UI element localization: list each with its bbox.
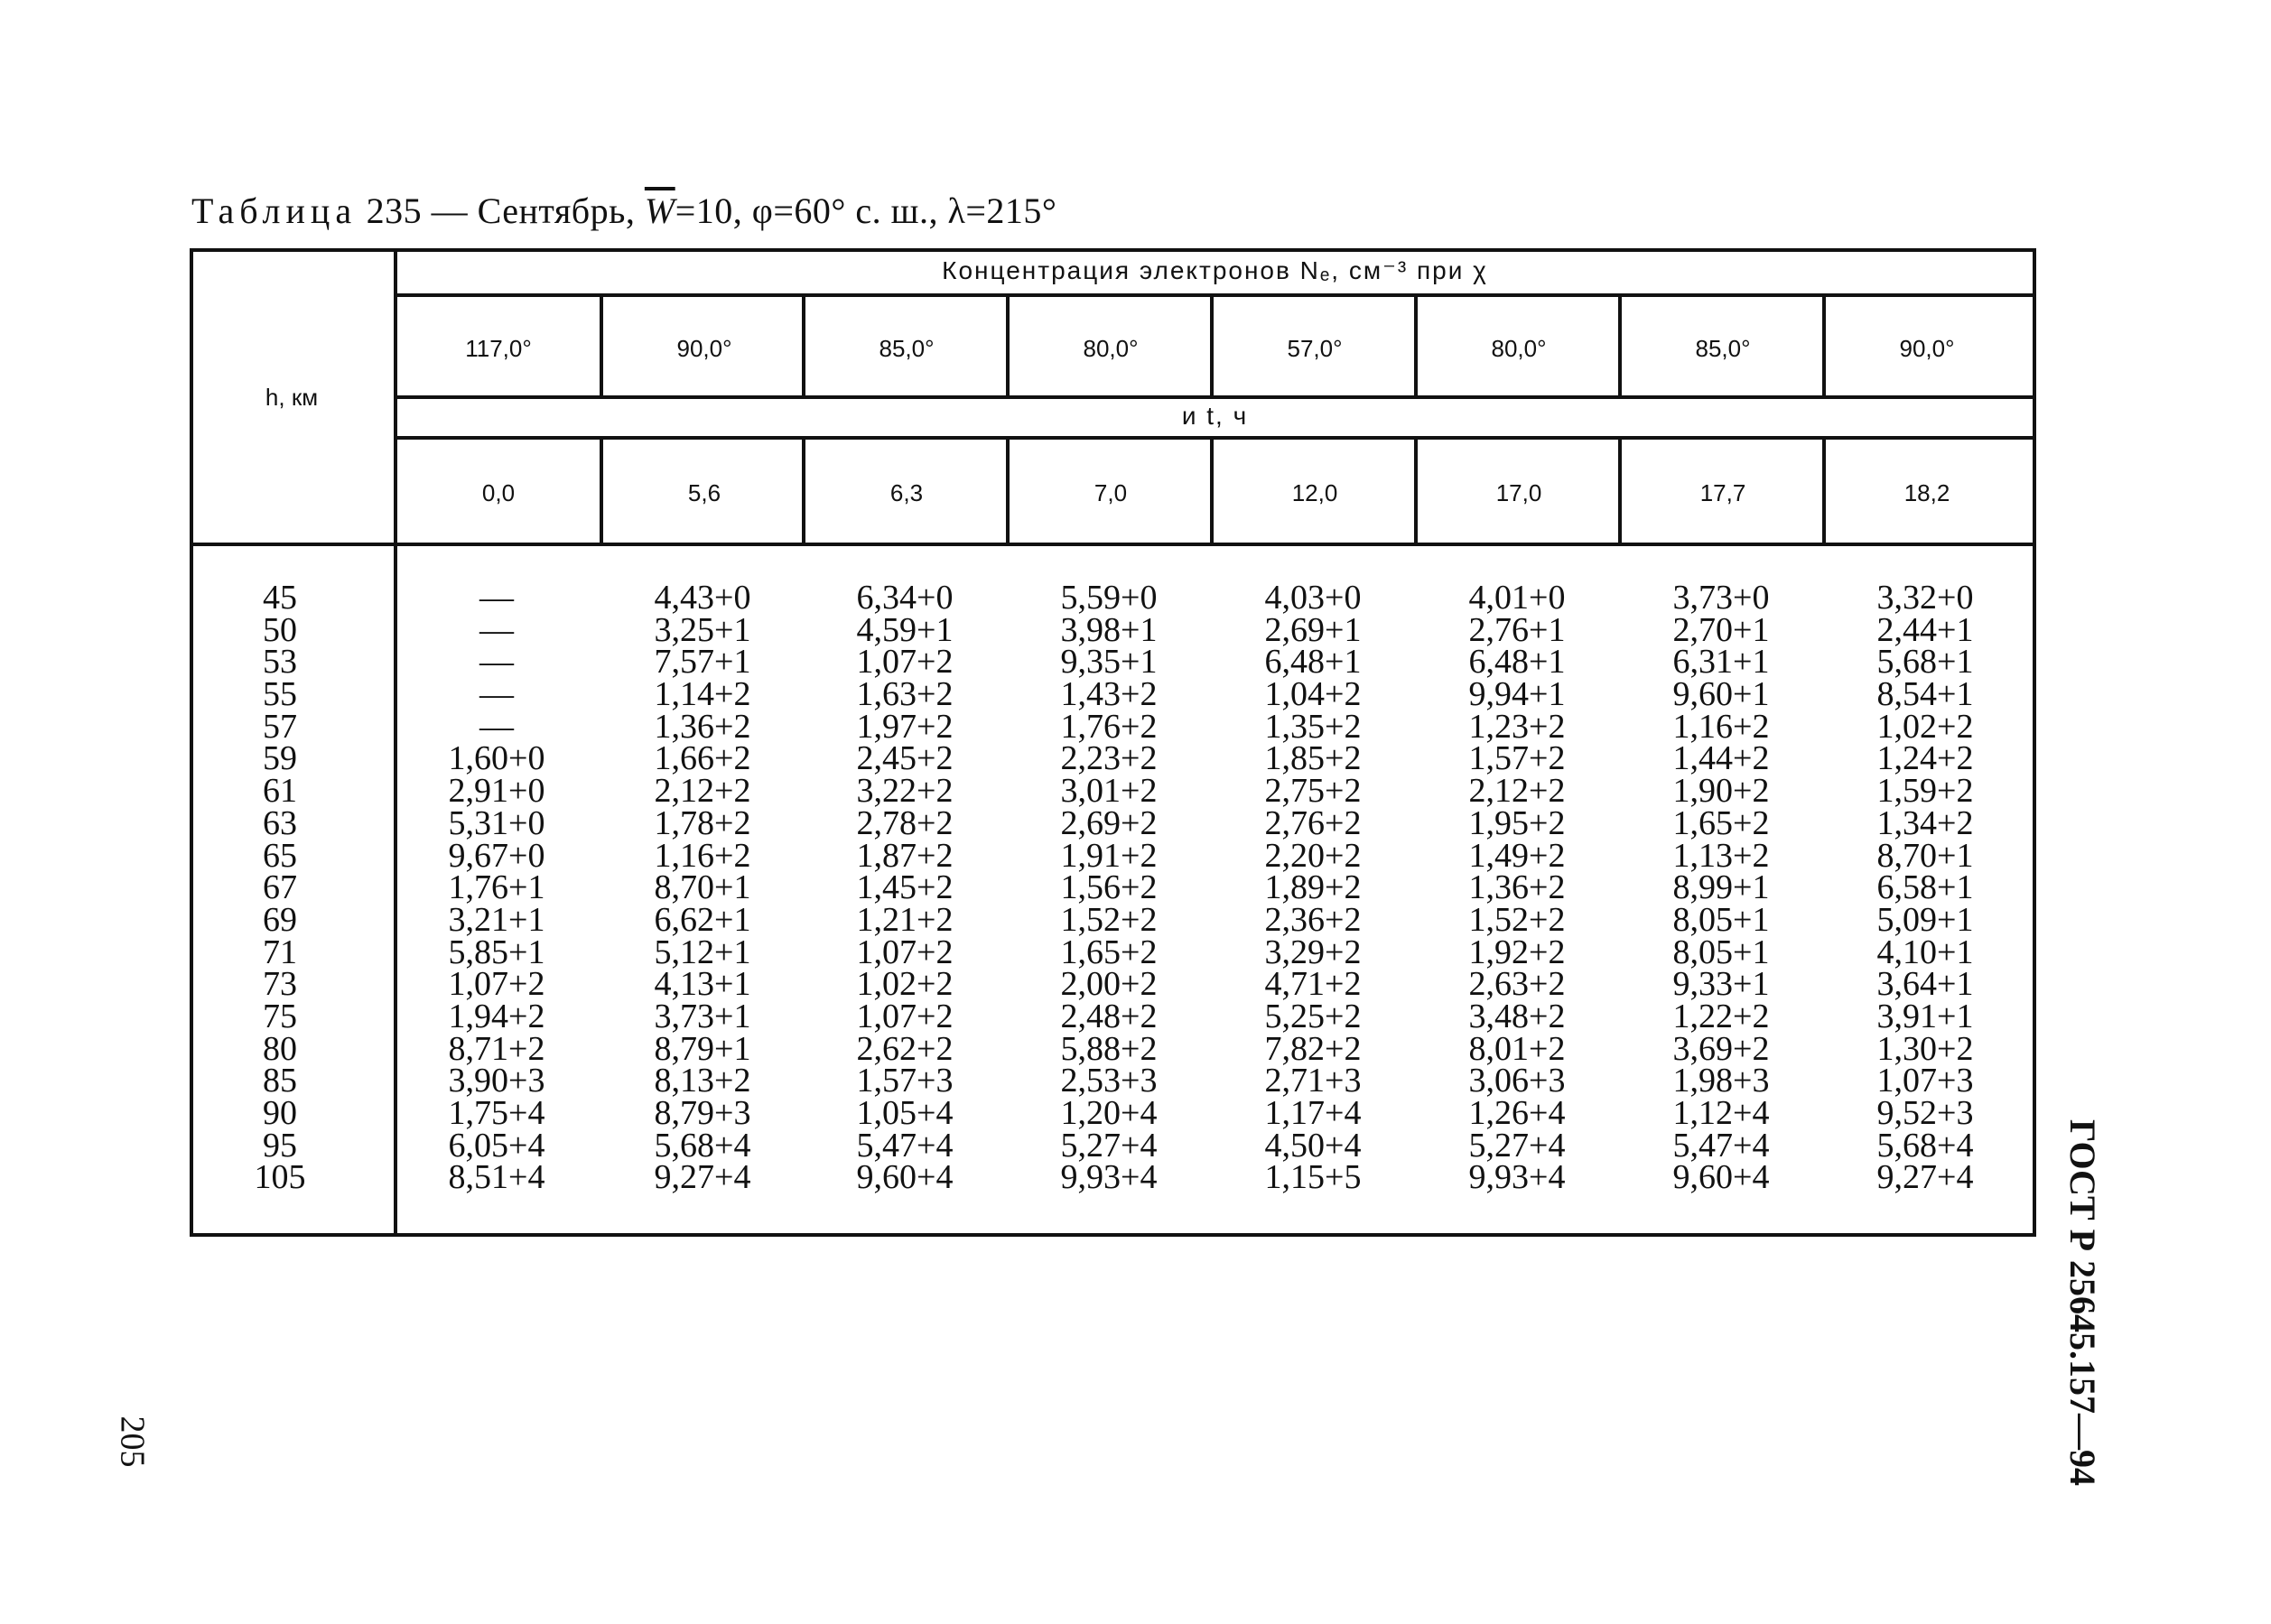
- t-value: 6,3: [889, 479, 924, 506]
- table-cell: 9,35+1: [1060, 643, 1158, 682]
- table-cell: 1,87+2: [856, 836, 954, 875]
- t-value: 7,0: [1094, 479, 1128, 506]
- table-cell: —: [479, 610, 514, 649]
- table-cell: 5,88+2: [1060, 1029, 1158, 1068]
- table-bottom-border: [190, 1233, 2036, 1237]
- header-rule-2: [397, 395, 2033, 399]
- table-cell: 1,52+2: [1060, 900, 1158, 939]
- table-cell: 6,62+1: [654, 900, 751, 939]
- table-cell: 75: [263, 997, 297, 1035]
- table-cell: 2,62+2: [856, 1029, 954, 1068]
- table-cell: 4,71+2: [1264, 965, 1362, 1004]
- table-cell: 1,52+2: [1468, 900, 1566, 939]
- table-cell: 2,70+1: [1672, 610, 1770, 649]
- table-cell: 2,45+2: [856, 739, 954, 778]
- table-cell: 80: [263, 1029, 297, 1068]
- table-cell: 9,67+0: [448, 836, 545, 875]
- data-column: [1830, 579, 2020, 1197]
- table-cell: 5,31+0: [448, 803, 545, 842]
- table-cell: 1,16+2: [654, 836, 751, 875]
- table-cell: 2,69+1: [1264, 610, 1362, 649]
- table-cell: 1,65+2: [1060, 933, 1158, 971]
- height-column: [217, 579, 343, 1197]
- table-cell: 6,58+1: [1876, 868, 1974, 907]
- table-cell: 5,25+2: [1264, 997, 1362, 1035]
- table-cell: 2,69+2: [1060, 803, 1158, 842]
- gamma-value: 90,0°: [676, 335, 732, 362]
- table-cell: 90: [263, 1094, 297, 1132]
- table-cell: 1,92+2: [1468, 933, 1566, 971]
- table-cell: 1,02+2: [1876, 707, 1974, 746]
- table-cell: 2,48+2: [1060, 997, 1158, 1035]
- table-cell: 3,73+1: [654, 997, 751, 1035]
- table-cell: 2,78+2: [856, 803, 954, 842]
- caption-prefix: — Сентябрь,: [422, 190, 645, 231]
- table-cell: 2,91+0: [448, 772, 545, 811]
- table-cell: 1,04+2: [1264, 675, 1362, 714]
- table-cell: 1,56+2: [1060, 868, 1158, 907]
- data-column: [402, 579, 591, 1197]
- table-cell: 1,13+2: [1672, 836, 1770, 875]
- table-cell: 3,21+1: [448, 900, 545, 939]
- table-cell: 2,63+2: [1468, 965, 1566, 1004]
- table-cell: 3,29+2: [1264, 933, 1362, 971]
- table-cell: 1,12+4: [1672, 1094, 1770, 1132]
- t-value: 17,0: [1495, 479, 1542, 506]
- table-cell: 2,12+2: [1468, 772, 1566, 811]
- caption-number: 235: [366, 190, 423, 231]
- group-header-time: и t, ч: [1181, 402, 1249, 430]
- table-cell: 1,05+4: [856, 1094, 954, 1132]
- table-cell: 2,12+2: [654, 772, 751, 811]
- table-cell: 59: [263, 739, 297, 778]
- table-cell: 57: [263, 707, 297, 746]
- t-value: 5,6: [687, 479, 721, 506]
- table-cell: 1,57+3: [856, 1062, 954, 1100]
- table-cell: 3,32+0: [1876, 579, 1974, 617]
- table-cell: —: [479, 675, 514, 714]
- table-cell: 5,47+4: [1672, 1126, 1770, 1165]
- table-cell: 1,78+2: [654, 803, 751, 842]
- table-cell: 63: [263, 803, 297, 842]
- data-column: [1626, 579, 1816, 1197]
- table-cell: 9,60+1: [1672, 675, 1770, 714]
- table-cell: 1,49+2: [1468, 836, 1566, 875]
- table-right-border: [2033, 248, 2036, 1237]
- t-value: 12,0: [1291, 479, 1338, 506]
- table-cell: 85: [263, 1062, 297, 1100]
- table-cell: 1,20+4: [1060, 1094, 1158, 1132]
- table-cell: 1,35+2: [1264, 707, 1362, 746]
- table-cell: 1,30+2: [1876, 1029, 1974, 1068]
- table-cell: 1,98+3: [1672, 1062, 1770, 1100]
- table-cell: 9,60+4: [1672, 1158, 1770, 1197]
- table-cell: 4,01+0: [1468, 579, 1566, 617]
- data-column: [1014, 579, 1204, 1197]
- data-column: [810, 579, 1000, 1197]
- table-cell: 50: [263, 610, 297, 649]
- table-cell: 1,59+2: [1876, 772, 1974, 811]
- table-cell: 8,99+1: [1672, 868, 1770, 907]
- table-cell: 73: [263, 965, 297, 1004]
- table-cell: 53: [263, 643, 297, 682]
- table-cell: 1,36+2: [1468, 868, 1566, 907]
- table-cell: 71: [263, 933, 297, 971]
- table-cell: 1,97+2: [856, 707, 954, 746]
- table-cell: 6,34+0: [856, 579, 954, 617]
- table-cell: 2,71+3: [1264, 1062, 1362, 1100]
- table-cell: 1,65+2: [1672, 803, 1770, 842]
- table-cell: 1,02+2: [856, 965, 954, 1004]
- caption-label: Таблица: [191, 190, 358, 231]
- table-cell: 3,90+3: [448, 1062, 545, 1100]
- table-cell: 105: [254, 1158, 306, 1197]
- table-cell: 5,68+4: [654, 1126, 751, 1165]
- table-cell: 1,07+2: [856, 997, 954, 1035]
- table-cell: 3,48+2: [1468, 997, 1566, 1035]
- table-cell: 2,53+3: [1060, 1062, 1158, 1100]
- table-cell: 1,07+2: [856, 643, 954, 682]
- data-column: [608, 579, 797, 1197]
- table-cell: 2,76+1: [1468, 610, 1566, 649]
- gamma-value: 117,0°: [465, 335, 532, 362]
- table-cell: 1,85+2: [1264, 739, 1362, 778]
- table-cell: 7,82+2: [1264, 1029, 1362, 1068]
- table-cell: 61: [263, 772, 297, 811]
- gamma-value: 57,0°: [1287, 335, 1343, 362]
- table-cell: 1,15+5: [1264, 1158, 1362, 1197]
- table-cell: 8,51+4: [448, 1158, 545, 1197]
- table-cell: 8,70+1: [1876, 836, 1974, 875]
- gamma-value: 80,0°: [1083, 335, 1139, 362]
- row-header-h: h, км: [265, 384, 319, 411]
- data-column: [1218, 579, 1408, 1197]
- table-cell: 4,03+0: [1264, 579, 1362, 617]
- table-cell: 67: [263, 868, 297, 907]
- caption-suffix: =10, φ=60° с. ш., λ=215°: [675, 190, 1057, 231]
- table-cell: 8,70+1: [654, 868, 751, 907]
- table-cell: 2,23+2: [1060, 739, 1158, 778]
- table-cell: 2,36+2: [1264, 900, 1362, 939]
- table-cell: 2,76+2: [1264, 803, 1362, 842]
- table-cell: 2,00+2: [1060, 965, 1158, 1004]
- gamma-value: 80,0°: [1491, 335, 1547, 362]
- table-cell: 6,48+1: [1468, 643, 1566, 682]
- table-cell: 4,50+4: [1264, 1126, 1362, 1165]
- table-cell: 5,59+0: [1060, 579, 1158, 617]
- t-value: 17,7: [1699, 479, 1746, 506]
- table-cell: 4,10+1: [1876, 933, 1974, 971]
- table-cell: —: [479, 707, 514, 746]
- table-cell: 5,68+1: [1876, 643, 1974, 682]
- document-code: ГОСТ Р 25645.157—94: [2062, 1119, 2103, 1487]
- header-rule-1: [397, 293, 2033, 297]
- table-cell: 1,66+2: [654, 739, 751, 778]
- table-cell: 9,27+4: [1876, 1158, 1974, 1197]
- table-cell: 1,94+2: [448, 997, 545, 1035]
- table-cell: 1,76+1: [448, 868, 545, 907]
- table-cell: 45: [263, 579, 297, 617]
- table-cell: 3,91+1: [1876, 997, 1974, 1035]
- table-cell: 4,13+1: [654, 965, 751, 1004]
- table-cell: —: [479, 643, 514, 682]
- table-cell: 3,73+0: [1672, 579, 1770, 617]
- table-cell: 1,95+2: [1468, 803, 1566, 842]
- table-cell: 1,36+2: [654, 707, 751, 746]
- table-cell: 1,75+4: [448, 1094, 545, 1132]
- t-value: 18,2: [1903, 479, 1950, 506]
- table-cell: 1,91+2: [1060, 836, 1158, 875]
- table-cell: 95: [263, 1126, 297, 1165]
- table-cell: 5,47+4: [856, 1126, 954, 1165]
- table-top-border: [190, 248, 2036, 252]
- table-cell: 8,13+2: [654, 1062, 751, 1100]
- group-header-concentration: Концентрация электронов Nₑ, см⁻³ при χ: [942, 256, 1488, 284]
- table-cell: 9,60+4: [856, 1158, 954, 1197]
- table-cell: 3,06+3: [1468, 1062, 1566, 1100]
- table-cell: 1,45+2: [856, 868, 954, 907]
- gamma-value: 85,0°: [879, 335, 935, 362]
- table-cell: 2,44+1: [1876, 610, 1974, 649]
- table-cell: 2,20+2: [1264, 836, 1362, 875]
- table-cell: 1,26+4: [1468, 1094, 1566, 1132]
- table-cell: 55: [263, 675, 297, 714]
- table-cell: 6,31+1: [1672, 643, 1770, 682]
- table-cell: 5,27+4: [1060, 1126, 1158, 1165]
- table-cell: 69: [263, 900, 297, 939]
- table-cell: 8,05+1: [1672, 933, 1770, 971]
- gamma-value: 90,0°: [1899, 335, 1955, 362]
- table-cell: 8,79+1: [654, 1029, 751, 1068]
- t-value: 0,0: [481, 479, 516, 506]
- gamma-value: 85,0°: [1695, 335, 1751, 362]
- table-cell: 8,01+2: [1468, 1029, 1566, 1068]
- table-cell: 5,68+4: [1876, 1126, 1974, 1165]
- table-cell: 8,79+3: [654, 1094, 751, 1132]
- table-cell: 3,64+1: [1876, 965, 1974, 1004]
- table-cell: 1,34+2: [1876, 803, 1974, 842]
- header-bottom-rule: [190, 543, 2036, 546]
- table-cell: 9,33+1: [1672, 965, 1770, 1004]
- table-cell: 6,48+1: [1264, 643, 1362, 682]
- table-cell: 1,21+2: [856, 900, 954, 939]
- table-cell: 9,93+4: [1060, 1158, 1158, 1197]
- table-cell: 3,25+1: [654, 610, 751, 649]
- table-cell: 4,43+0: [654, 579, 751, 617]
- table-cell: 1,07+2: [448, 965, 545, 1004]
- table-cell: 1,60+0: [448, 739, 545, 778]
- table-cell: 9,93+4: [1468, 1158, 1566, 1197]
- table-cell: 1,43+2: [1060, 675, 1158, 714]
- table-cell: 1,63+2: [856, 675, 954, 714]
- table-cell: 4,59+1: [856, 610, 954, 649]
- table-cell: 3,01+2: [1060, 772, 1158, 811]
- table-cell: 1,90+2: [1672, 772, 1770, 811]
- table-cell: 5,85+1: [448, 933, 545, 971]
- table-cell: 9,52+3: [1876, 1094, 1974, 1132]
- data-column: [1422, 579, 1612, 1197]
- table-cell: 1,76+2: [1060, 707, 1158, 746]
- table-cell: 5,27+4: [1468, 1126, 1566, 1165]
- table-cell: 1,07+2: [856, 933, 954, 971]
- table-cell: 5,09+1: [1876, 900, 1974, 939]
- header-rule-3: [397, 436, 2033, 440]
- table-cell: 7,57+1: [654, 643, 751, 682]
- table-cell: 1,57+2: [1468, 739, 1566, 778]
- table-cell: 8,05+1: [1672, 900, 1770, 939]
- table-cell: 9,94+1: [1468, 675, 1566, 714]
- table-cell: 6,05+4: [448, 1126, 545, 1165]
- table-cell: 1,17+4: [1264, 1094, 1362, 1132]
- table-cell: —: [479, 579, 514, 617]
- page-number: 205: [113, 1415, 152, 1468]
- table-cell: 1,44+2: [1672, 739, 1770, 778]
- table-cell: 8,71+2: [448, 1029, 545, 1068]
- table-cell: 3,69+2: [1672, 1029, 1770, 1068]
- caption-w-symbol: $\overline{W}$: [644, 190, 675, 231]
- table-cell: 1,24+2: [1876, 739, 1974, 778]
- table-cell: 8,54+1: [1876, 675, 1974, 714]
- table-cell: 9,27+4: [654, 1158, 751, 1197]
- table-cell: 65: [263, 836, 297, 875]
- table-cell: 1,07+3: [1876, 1062, 1974, 1100]
- table-cell: 1,16+2: [1672, 707, 1770, 746]
- table-cell: 3,98+1: [1060, 610, 1158, 649]
- table-cell: 1,22+2: [1672, 997, 1770, 1035]
- table-cell: 2,75+2: [1264, 772, 1362, 811]
- table-cell: 1,23+2: [1468, 707, 1566, 746]
- table-cell: 3,22+2: [856, 772, 954, 811]
- table-caption: [191, 190, 1056, 232]
- table-cell: 5,12+1: [654, 933, 751, 971]
- table-cell: 1,14+2: [654, 675, 751, 714]
- table-cell: 1,89+2: [1264, 868, 1362, 907]
